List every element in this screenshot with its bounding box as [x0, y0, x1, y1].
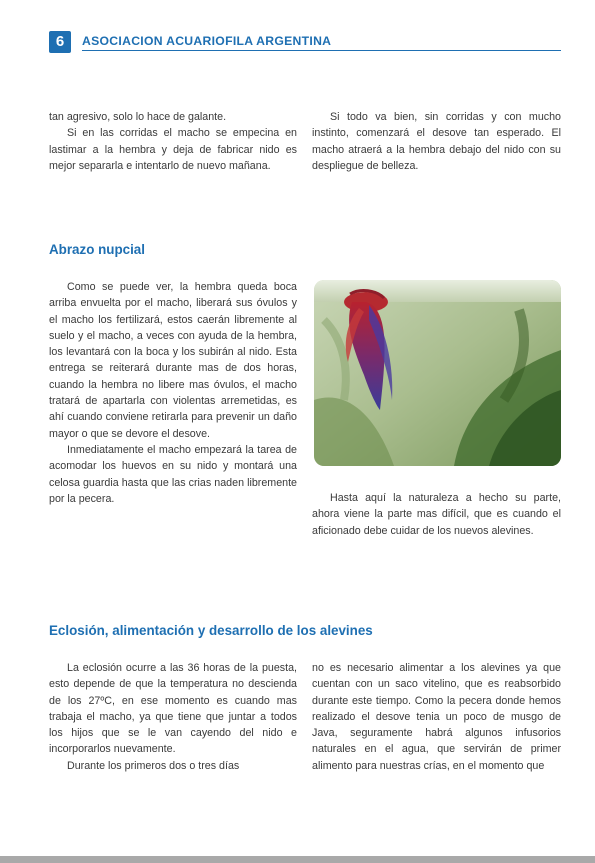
page-header: [49, 31, 561, 53]
intro-left-column: [49, 109, 297, 174]
section2-right-column: [312, 660, 561, 774]
section1-right-column: [312, 490, 561, 539]
paragraph: Si en las corridas el macho se empecina en lastimar a la hembra y deja de fabricar nido es mejor separarla e intentarlo de nuevo mañana.: [49, 127, 297, 172]
section1-left-column: [49, 279, 297, 507]
paragraph: Inmediatamente el macho empezará la tarea de acomodar los huevos en su nido y montará una celosa guardia hasta que las crias naden libremente por la pecera.: [49, 443, 297, 505]
magazine-title: ASOCIACION ACUARIOFILA ARGENTINA: [82, 34, 332, 48]
section-heading-abrazo-nupcial: Abrazo nupcial: [49, 242, 145, 257]
paragraph: Como se puede ver, la hembra queda boca arriba envuelta por el macho, liberará sus óvulos y el macho los fertilizará, estos caerán libremente al suelo y el macho, a veces con ayuda de la hembra, los levantará con la boca y los subirán al nido. Esta entrega se reiterará durante mas de dos horas, cuando la hembra no libere mas óvulos, el macho tratará de apartarla con violentas arremetidas, es ahí cuando conviene retirarla para prevenir un daño mayor o que se devore el desove.: [49, 281, 297, 440]
header-rule: [82, 50, 561, 51]
intro-right-column: [312, 109, 561, 174]
page-number: 6: [49, 31, 71, 53]
paragraph: La eclosión ocurre a las 36 horas de la puesta, esto depende de que la temperatura no descienda de los 27ºC, en ese momento es cuando mas trabaja el macho, ya que tiene que juntar a todos los hijos que se le van cayendo del nido e incorporarlos nuevamente.: [49, 662, 297, 756]
paragraph: Hasta aquí la naturaleza a hecho su parte, ahora viene la parte mas difícil, que es cuando el aficionado debe cuidar de los nuevos alevines.: [312, 492, 561, 537]
paragraph: Durante los primeros dos o tres días: [67, 759, 240, 772]
paragraph: tan agresivo, solo lo hace de galante.: [49, 111, 227, 123]
section-heading-eclosion: Eclosión, alimentación y desarrollo de los alevines: [49, 623, 373, 638]
paragraph: Si todo va bien, sin corridas y con mucho instinto, comenzará el desove tan esperado. El macho atraerá a la hembra debajo del nido con su despliegue de belleza.: [312, 111, 561, 172]
page-bottom-bar: [0, 856, 595, 863]
betta-spawning-photo: [314, 280, 561, 466]
section2-left-column: [49, 660, 297, 774]
photo-illustration: [314, 280, 561, 466]
paragraph: no es necesario alimentar a los alevines ya que cuentan con un saco vitelino, que es reabsorbido durante este tiempo. Como la pecera donde hemos realizado el desove tenia un poco de musgo de Java, seguramente habrá algunos infusorios naturales en el agua, que servirán de primer alimento para nuestras crías, en el momento que: [312, 662, 561, 772]
